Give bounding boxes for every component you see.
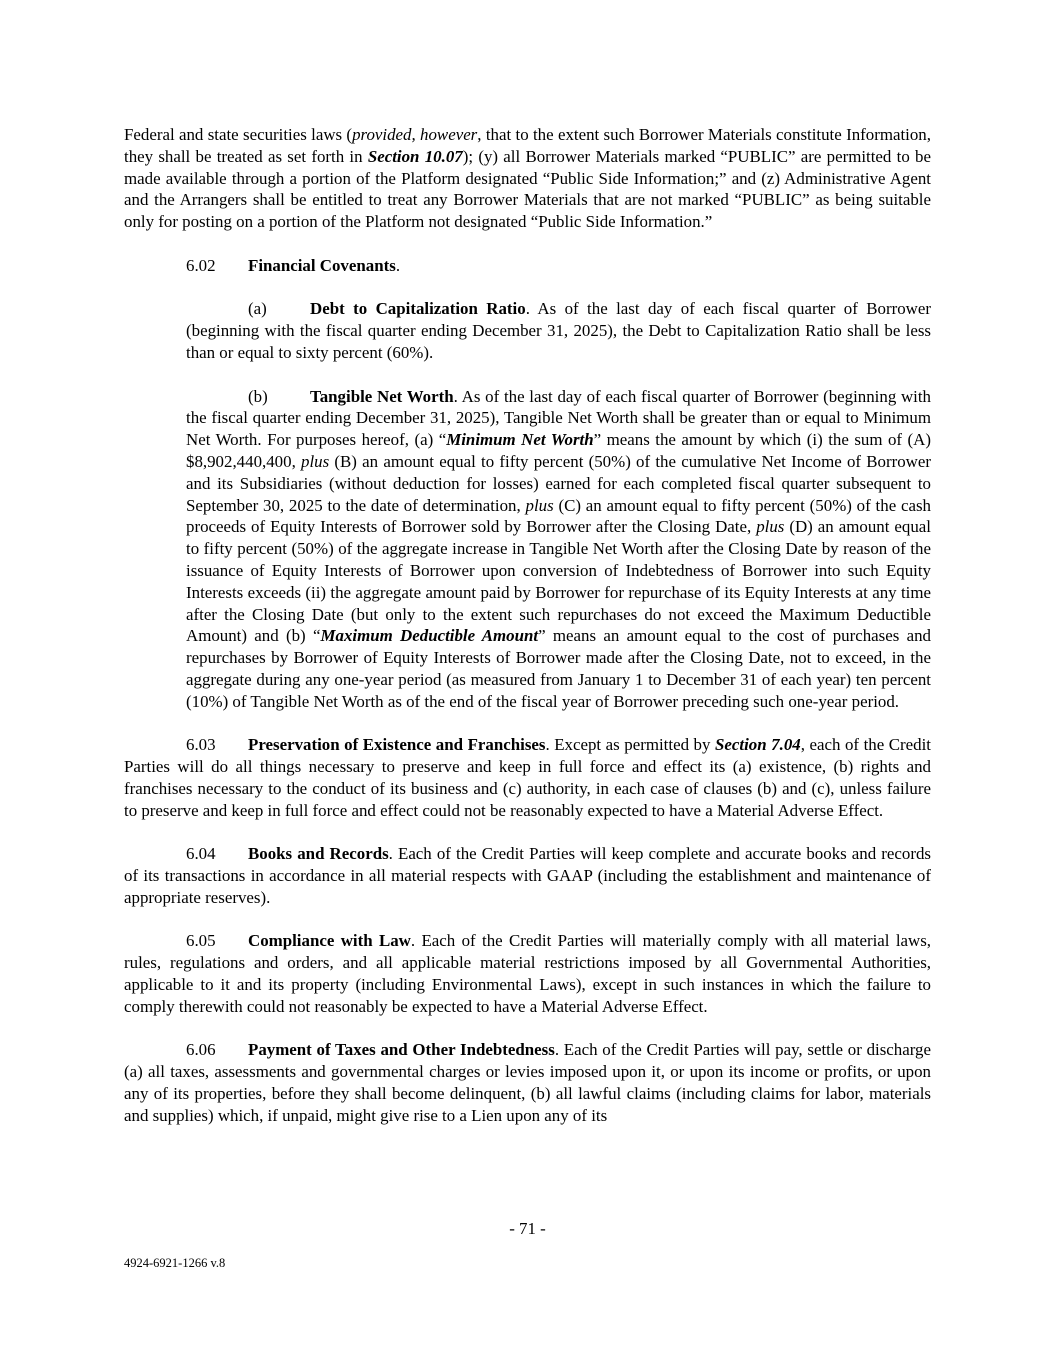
section-6-03: 6.03 Preservation of Existence and Franchises. Except as permitted by Section 7.04, each of the Credit Parties will do all things necessary to preserve and keep in full force and effect its (a) existence, (b) rights and franchises necessary to the conduct of its business and (c) authority, in each case of clauses (b) and (c), unless failure to preserve and keep in full force and effect could not be reasonably expected to have a Material Adverse Effect.	[124, 735, 931, 820]
section-6-04: 6.04 Books and Records. Each of the Credit Parties will keep complete and accurate books and records of its transactions in accordance in all material respects with GAAP (including the establishment and maintenance of appropriate reserves).	[124, 844, 932, 907]
section-number: 6.05	[186, 931, 216, 951]
defined-term: Minimum Net Worth	[446, 430, 594, 450]
section-title: Preservation of Existence and Franchises	[248, 735, 546, 755]
page-number: - 71 -	[509, 1219, 546, 1238]
section-number: 6.06	[186, 1040, 216, 1060]
subsection-letter: (b)	[248, 386, 268, 406]
document-id: 4924-6921-1266 v.8	[124, 1256, 226, 1270]
section-reference: Section 7.04	[715, 735, 801, 755]
subsection-title: Debt to Capitalization Ratio	[310, 299, 526, 319]
paragraph-continuation: Federal and state securities laws (provided, however, that to the extent such Borrower Materials constitute Information, they shall be treated as set forth in Section 10.07); (y) all Borrower Materials marked “PUBLIC” are permitted to be made available through a portion of the Platform designated “Public Side Information;” and (z) Administrative Agent and the Arrangers shall be entitled to treat any Borrower Materials that are not marked “PUBLIC” as being suitable only for posting on a portion of the Platform not designated “Public Side Information.”	[124, 125, 931, 232]
subsection-letter: (a)	[248, 299, 267, 319]
section-6-06: 6.06 Payment of Taxes and Other Indebtedness. Each of the Credit Parties will pay, settle or discharge (a) all taxes, assessments and governmental charges or levies imposed upon it, or upon its income or profits, or upon any of its properties, before they shall become delinquent, (b) all lawful claims (including claims for labor, materials and supplies) which, if unpaid, might give rise to a Lien upon any of its	[124, 1040, 931, 1125]
section-number: 6.04	[186, 844, 216, 864]
document-page	[124, 124, 931, 1127]
section-6-05: 6.05 Compliance with Law. Each of the Credit Parties will materially comply with all material laws, rules, regulations and orders, and all applicable material restrictions imposed by all Governmental Authorities, applicable to it and its property (including Environmental Laws), except in such instances in which the failure to comply therewith could not reasonably be expected to have a Material Adverse Effect.	[124, 931, 931, 1016]
section-number: 6.02	[186, 255, 216, 275]
subsection-title: Tangible Net Worth	[310, 386, 454, 406]
section-title: Financial Covenants	[248, 255, 396, 275]
section-title: Payment of Taxes and Other Indebtedness	[248, 1040, 555, 1060]
section-title: Books and Records	[248, 844, 389, 864]
defined-term: Maximum Deductible Amount	[320, 626, 539, 646]
section-reference: Section 10.07	[367, 146, 463, 166]
subsection-6-02-b: (b) Tangible Net Worth. As of the last day of each fiscal quarter of Borrower (beginning with the fiscal quarter ending December 31, 2025), Tangible Net Worth shall be greater than or equal to Minimum Net Worth. For purposes hereof, (a) “Minimum Net Worth” means the amount by which (i) the sum of (A) $8,902,440,400, plus (B) an amount equal to fifty percent (50%) of the cumulative Net Income of Borrower and its Subsidiaries (without deduction for losses) earned for each completed fiscal quarter subsequent to September 30, 2025 to the date of determination, plus (C) an amount equal to fifty percent (50%) of the cash proceeds of Equity Interests of Borrower sold by Borrower after the Closing Date, plus (D) an amount equal to fifty percent (50%) of the aggregate increase in Tangible Net Worth after the Closing Date by reason of the issuance of Equity Interests of Borrower upon conversion of Indebtedness of Borrower into such Equity Interests exceeds (ii) the aggregate amount paid by Borrower for repurchase of its Equity Interests at any time after the Closing Date (but only to the extent such repurchases do not exceed the Maximum Deductible Amount) and (b) “Maximum Deductible Amount” means an amount equal to the cost of purchases and repurchases by Borrower of Equity Interests of Borrower made after the Closing Date, not to exceed, in the aggregate during any one-year period (as measured from January 1 to December 31 of each year) ten percent (10%) of Tangible Net Worth as of the end of the fiscal year of Borrower preceding such one-year period.	[186, 386, 932, 711]
section-6-02-heading: 6.02 Financial Covenants.	[186, 255, 401, 275]
section-number: 6.03	[186, 735, 216, 755]
subsection-6-02-a: (a) Debt to Capitalization Ratio. As of the last day of each fiscal quarter of Borrower (beginning with the fiscal quarter ending December 31, 2025), the Debt to Capitalization Ratio shall be less than or equal to sixty percent (60%).	[186, 299, 931, 362]
section-title: Compliance with Law	[248, 931, 411, 951]
